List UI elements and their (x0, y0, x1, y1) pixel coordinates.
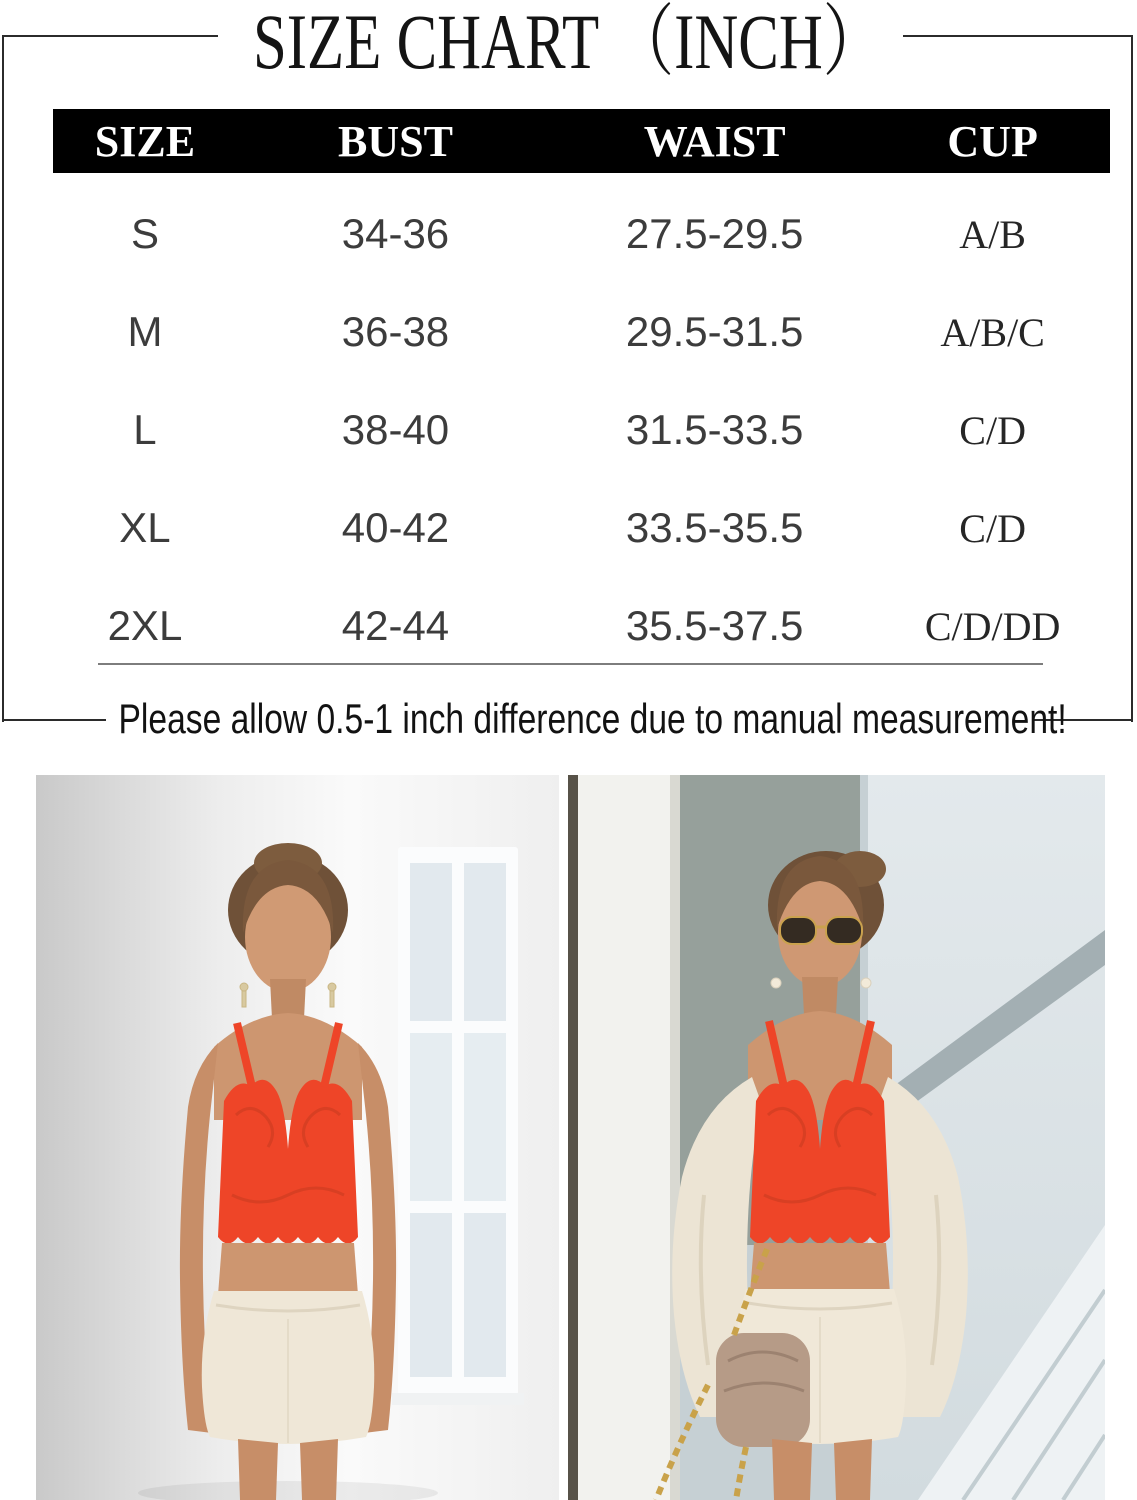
size-cell: L (133, 406, 157, 453)
bust-cell: 34-36 (341, 210, 450, 257)
model-photo-blazer-illustration (568, 775, 1105, 1500)
table-row (53, 479, 1110, 577)
midriff (218, 1243, 358, 1295)
cup-cell: A/B (959, 211, 1026, 257)
table-row (53, 381, 1110, 479)
waist-cell: 35.5-37.5 (625, 602, 804, 649)
cup-cell: C/D (959, 407, 1026, 453)
table-row (53, 577, 1110, 675)
size-cell: 2XL (107, 602, 183, 649)
bust-cell: 36-38 (341, 308, 450, 355)
size-chart-table (53, 109, 1110, 675)
table-bottom-rule (98, 663, 1043, 665)
bust-cell: 38-40 (341, 406, 450, 453)
waist-cell: 27.5-29.5 (625, 210, 804, 257)
table-header-row (53, 109, 1110, 173)
cup-cell: C/D (959, 505, 1026, 551)
bust-cell: 42-44 (341, 602, 450, 649)
waist-cell: 33.5-35.5 (625, 504, 804, 551)
right-leg (834, 1439, 872, 1500)
skirt (202, 1291, 375, 1444)
page-title: SIZE CHART （INCH） (253, 0, 884, 85)
cup-cell: C/D/DD (924, 603, 1061, 649)
waist-cell: 31.5-33.5 (625, 406, 804, 453)
right-leg (300, 1439, 338, 1500)
left-leg (772, 1439, 812, 1500)
size-cell: S (130, 210, 159, 257)
size-cell: M (127, 308, 163, 355)
measurement-note: Please allow 0.5-1 inch difference due to manual measurement! (118, 695, 1067, 742)
table-row (53, 185, 1110, 283)
size-cell: XL (119, 504, 171, 551)
white-pillar (578, 775, 678, 1500)
left-leg (238, 1439, 278, 1500)
table-body (53, 173, 1110, 675)
frame-right-line (1131, 35, 1133, 722)
model-photo-front (36, 775, 559, 1500)
model-photo-front-illustration (36, 775, 559, 1500)
midriff (750, 1243, 890, 1293)
window (392, 847, 524, 1405)
column-header-cup: CUP (947, 116, 1038, 166)
column-header-bust: BUST (337, 116, 453, 166)
column-header-size: SIZE (94, 116, 196, 166)
note-row (0, 688, 1137, 750)
cup-cell: A/B/C (940, 309, 1045, 355)
table-row (53, 283, 1110, 381)
model-photo-with-blazer (568, 775, 1105, 1500)
title-row (0, 0, 1137, 84)
wall-shadow-seam (568, 775, 578, 1500)
frame-left-line (2, 35, 4, 722)
column-header-waist: WAIST (643, 116, 786, 166)
bust-cell: 40-42 (341, 504, 450, 551)
waist-cell: 29.5-31.5 (625, 308, 804, 355)
